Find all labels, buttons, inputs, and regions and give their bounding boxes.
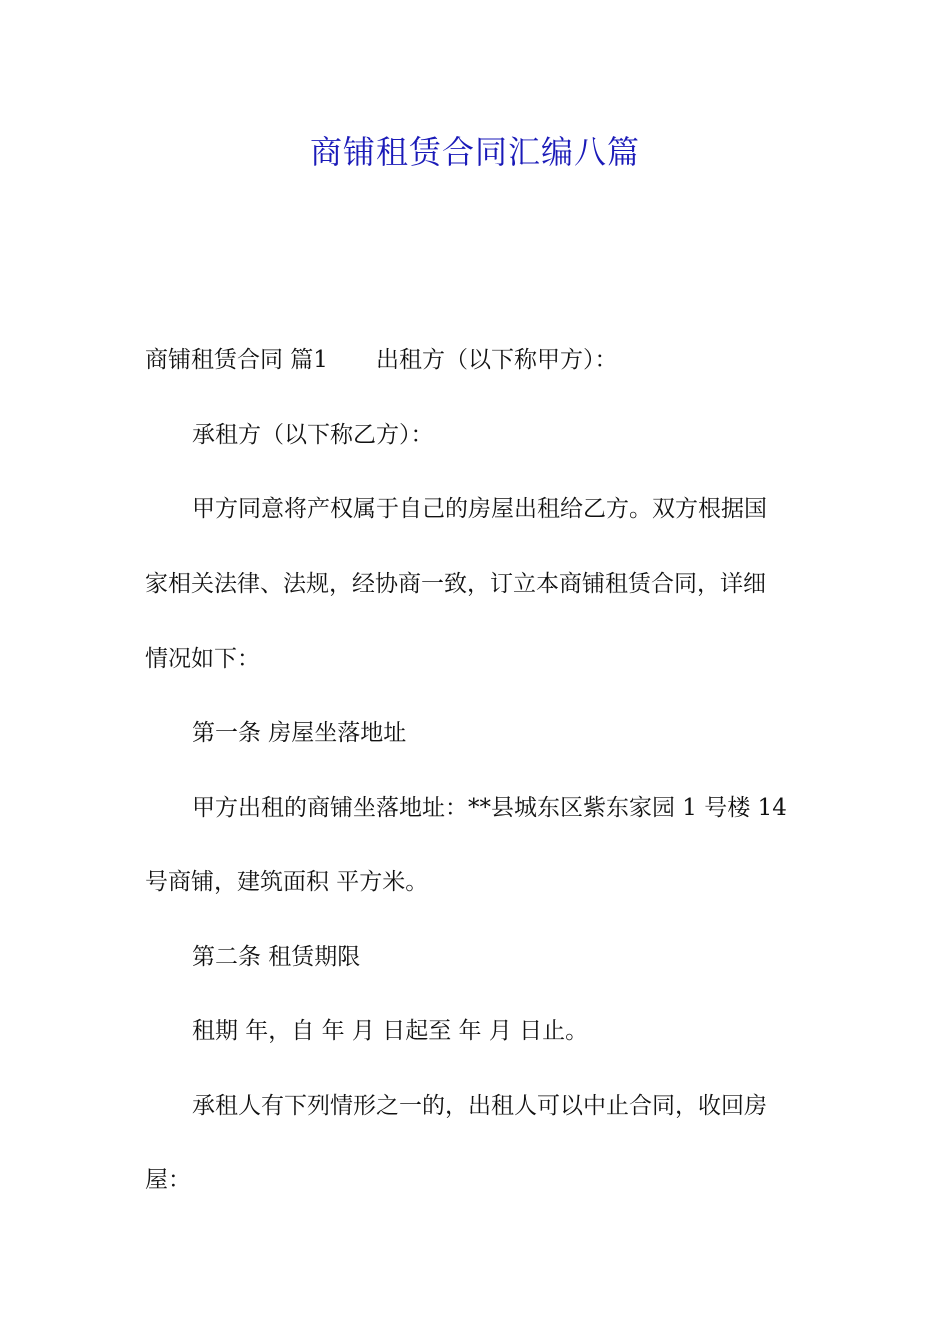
paragraph-line-11: 承租人有下列情形之一的，出租人可以中止合同，收回房 — [192, 1093, 767, 1119]
paragraph-line-5: 情况如下： — [145, 646, 260, 672]
paragraph-line-7: 甲方出租的商铺坐落地址：**县城东区紫东家园 1 号楼 14 — [192, 795, 787, 821]
lessor-label: 出租方（以下称甲方）： — [375, 347, 618, 373]
section-heading: 商铺租赁合同 篇1 — [145, 347, 328, 373]
article-1-heading: 第一条 房屋坐落地址 — [192, 720, 407, 746]
paragraph-line-8: 号商铺，建筑面积 平方米。 — [145, 869, 429, 895]
paragraph-line-1 — [145, 343, 810, 377]
paragraph-line-10: 租期 年，自 年 月 日起至 年 月 日止。 — [192, 1018, 589, 1044]
document-title: 商铺租赁合同汇编八篇 — [309, 133, 640, 171]
article-2-heading: 第二条 租赁期限 — [192, 944, 361, 970]
lessee-label: 承租方（以下称乙方）： — [192, 422, 434, 448]
paragraph-line-4: 家相关法律、法规，经协商一致，订立本商铺租赁合同，详细 — [145, 571, 766, 597]
paragraph-line-12: 屋： — [145, 1167, 191, 1193]
paragraph-line-3: 甲方同意将产权属于自己的房屋出租给乙方。双方根据国 — [192, 496, 767, 522]
